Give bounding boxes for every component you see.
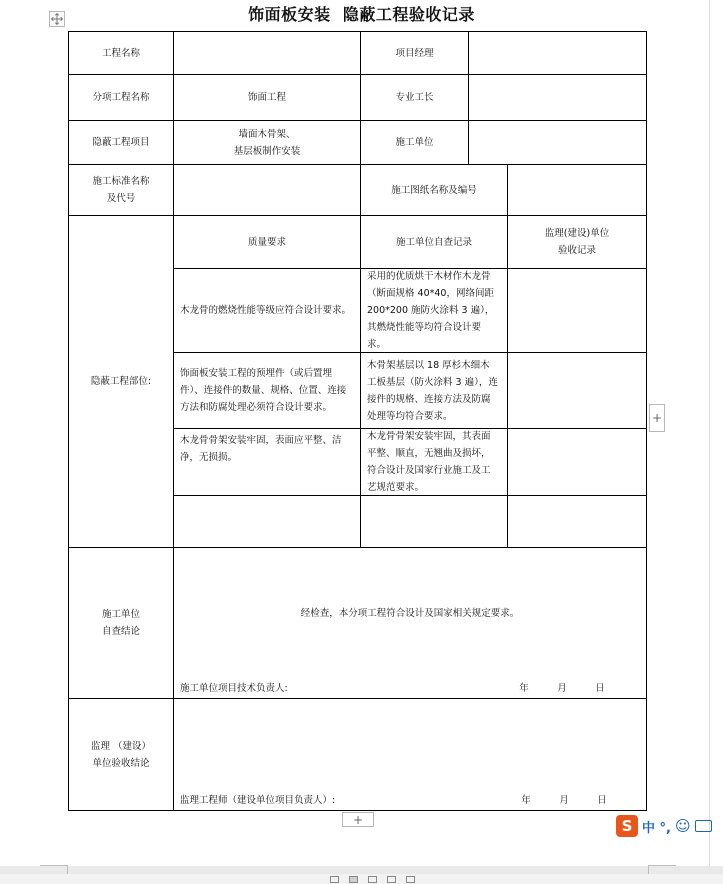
hidden-item-value[interactable]: 墙面木骨架、 基层板制作安装 [233, 128, 301, 157]
supervision-record[interactable] [508, 353, 646, 428]
date-month-label: 月 [557, 682, 567, 694]
location-label: 隐蔽工程部位: [90, 376, 152, 387]
contractor-conclusion-text[interactable]: 经检查，本分项工程符合设计及国家相关规定要求。 [300, 607, 520, 619]
table-border [68, 810, 647, 811]
page-gap [0, 866, 723, 874]
foreman-label: 专业工长 [395, 92, 434, 103]
add-column-button[interactable]: + [649, 404, 665, 432]
date-year-label: 年 [519, 682, 529, 694]
read-view-icon[interactable] [387, 876, 396, 883]
quality-header: 质量要求 [247, 236, 286, 248]
drawing-value[interactable] [508, 165, 646, 215]
add-row-button[interactable]: + [342, 812, 374, 827]
quality-requirement[interactable]: 饰面板安装工程的预埋件（或后置埋件）、连接件的数量、规格、位置、连接方法和防腐处理必须符合设计要求。 [180, 368, 347, 413]
keyboard-icon[interactable] [695, 820, 712, 832]
supervision-conclusion-text[interactable] [174, 699, 646, 789]
page-corner-mark [67, 866, 68, 874]
supervision-conclusion-label: 监理 （建设） 单位验收结论 [90, 740, 152, 769]
contractor-conclusion-label: 施工单位 自查结论 [101, 609, 140, 637]
self-check-record[interactable]: 木龙骨骨架安装牢固，其表面平整、顺直，无翘曲及损坏，符合设计及国家行业施工及工艺规范要求。 [367, 431, 491, 493]
web-view-icon[interactable] [368, 876, 377, 883]
subproject-value[interactable]: 饰面工程 [247, 92, 286, 103]
foreman-value[interactable] [469, 75, 646, 120]
page-corner-mark [648, 865, 676, 866]
ime-toolbar[interactable] [616, 815, 712, 837]
project-manager-value[interactable] [469, 32, 646, 74]
page-corner-mark [648, 866, 649, 874]
date-year-label: 年 [521, 794, 531, 806]
table-border [646, 31, 647, 811]
contractor-signer-label: 施工单位项目技术负责人: [180, 682, 288, 694]
page-view-icon[interactable] [349, 876, 358, 883]
status-bar [0, 874, 723, 884]
self-check-record[interactable]: 木骨架基层以 18 厚杉木细木工板基层（防火涂料 3 遍），连接件的规格、连接方法及防腐处理等均符合要求。 [367, 359, 498, 422]
project-name-value[interactable] [174, 32, 360, 74]
self-check-record[interactable] [361, 496, 507, 547]
contractor-label: 施工单位 [395, 137, 434, 148]
quality-requirement[interactable]: 木龙骨骨架安装牢固，表面应平整、洁净，无损损。 [180, 435, 342, 463]
date-day-label: 日 [597, 794, 607, 806]
emoji-icon[interactable]: ☺ [674, 817, 691, 835]
project-name-label: 工程名称 [101, 47, 140, 59]
standard-value[interactable] [174, 165, 360, 215]
standard-label: 施工标准名称 及代号 [92, 176, 150, 204]
quality-requirement[interactable] [174, 496, 360, 547]
hidden-item-label: 隐蔽工程项目 [92, 137, 150, 148]
view-mode-icon[interactable] [330, 876, 339, 883]
supervision-header: 监理(建设)单位 验收记录 [544, 228, 610, 256]
quality-requirement[interactable]: 木龙骨的燃烧性能等级应符合设计要求。 [180, 305, 352, 316]
supervision-record[interactable] [508, 496, 646, 547]
document-title: 饰面板安装 隐蔽工程验收记录 [248, 5, 475, 24]
outline-view-icon[interactable] [406, 876, 415, 883]
date-day-label: 日 [595, 682, 605, 694]
self-check-record[interactable]: 采用的优质烘干木材作木龙骨（断面规格 40*40，网络间距 200*200 施防火涂料 3 遍），其燃烧性能等均符合设计要求。 [367, 271, 495, 350]
date-month-label: 月 [559, 794, 569, 806]
self-check-header: 施工单位自查记录 [395, 236, 472, 248]
page-edge [709, 0, 710, 866]
page-corner-mark [40, 865, 68, 866]
ime-mode-label[interactable]: 中 °, [642, 820, 671, 836]
contractor-value[interactable] [469, 121, 646, 164]
supervision-signer-label: 监理工程师（建设单位项目负责人）: [180, 794, 336, 806]
subproject-label: 分项工程名称 [92, 92, 150, 103]
drawing-label: 施工图纸名称及编号 [391, 184, 477, 196]
project-manager-label: 项目经理 [395, 47, 434, 59]
ime-logo-icon[interactable]: S [616, 815, 638, 837]
supervision-record[interactable] [508, 429, 646, 495]
supervision-record[interactable] [508, 269, 646, 352]
